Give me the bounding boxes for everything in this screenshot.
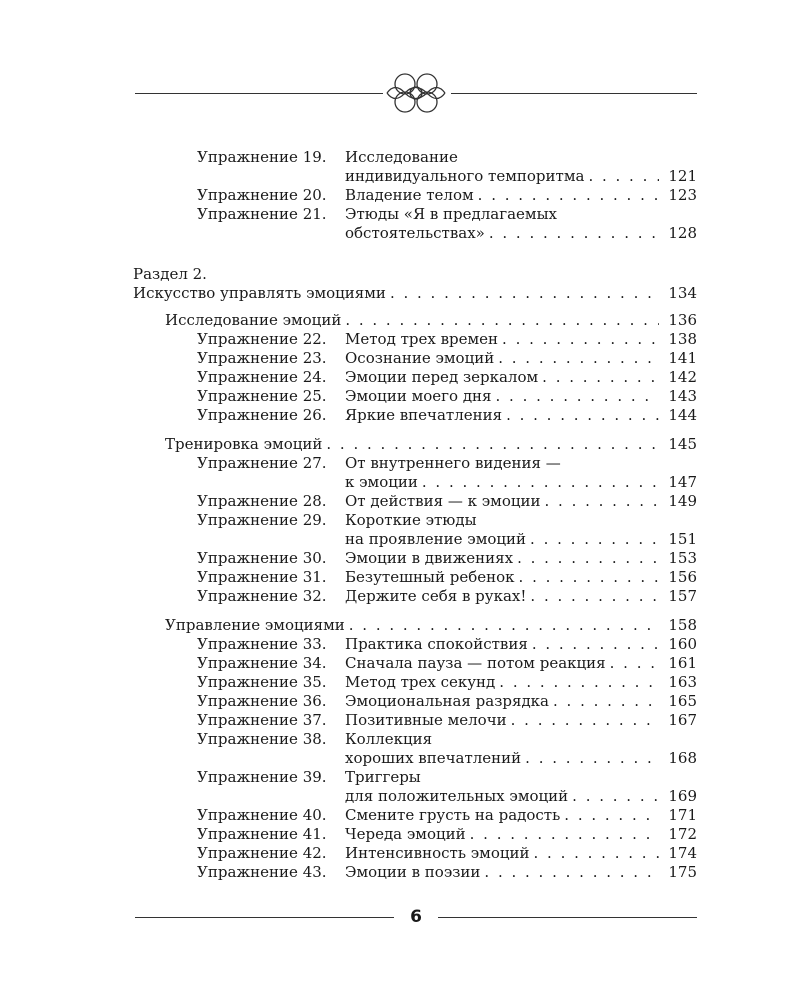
toc-exercise-line	[133, 167, 697, 186]
exercise-page-number: 165	[668, 692, 697, 710]
exercise-label: Упражнение 19.	[197, 148, 327, 166]
exercise-page-number: 144	[668, 406, 697, 424]
exercise-text-wrap	[345, 186, 697, 205]
exercise-title: Яркие впечатления	[345, 406, 503, 424]
exercise-title: Эмоции моего дня	[345, 387, 492, 405]
toc-exercise-line	[133, 806, 697, 825]
dot-leader	[511, 711, 659, 730]
toc-exercise	[133, 387, 697, 406]
exercise-title: От внутреннего видения —	[345, 454, 561, 472]
exercise-text-wrap	[345, 205, 697, 224]
section-label: Раздел 2.	[133, 265, 207, 283]
exercise-text-wrap	[345, 224, 697, 243]
dot-leader	[517, 549, 659, 568]
exercise-page-number: 151	[668, 530, 697, 548]
exercise-label: Упражнение 33.	[197, 635, 327, 653]
exercise-text-wrap	[345, 148, 697, 167]
dot-leader	[525, 749, 659, 768]
dot-leader	[588, 167, 659, 186]
exercise-label: Упражнение 38.	[197, 730, 327, 748]
exercise-text-wrap	[345, 492, 697, 511]
section-title-text: Искусство управлять эмоциями	[133, 284, 386, 302]
dot-leader	[499, 673, 659, 692]
exercise-text-wrap	[345, 530, 697, 549]
exercise-text-wrap	[345, 349, 697, 368]
exercise-text-wrap	[345, 825, 697, 844]
exercise-label: Упражнение 30.	[197, 549, 327, 567]
exercise-title: Эмоции в поэзии	[345, 863, 481, 881]
exercise-text-wrap	[345, 568, 697, 587]
exercise-title: к эмоции	[345, 473, 418, 491]
toc-exercise-line	[133, 568, 697, 587]
exercise-text-wrap	[345, 473, 697, 492]
dot-leader	[390, 284, 659, 303]
toc-exercise	[133, 768, 697, 806]
toc-exercise-line	[133, 387, 697, 406]
exercise-title: Держите себя в руках!	[345, 587, 527, 605]
exercise-text-wrap	[345, 692, 697, 711]
page-number: 6	[410, 907, 422, 927]
toc-exercise-line	[133, 749, 697, 768]
subsection-page-number: 136	[668, 311, 697, 329]
exercise-title: для положительных эмоций	[345, 787, 569, 805]
exercise-label: Упражнение 43.	[197, 863, 327, 881]
exercise-page-number: 172	[668, 825, 697, 843]
dot-leader	[345, 311, 659, 330]
toc-exercise	[133, 511, 697, 549]
toc-exercise	[133, 730, 697, 768]
exercise-page-number: 149	[668, 492, 697, 510]
toc-exercise-line	[133, 511, 697, 530]
dot-leader	[534, 844, 660, 863]
toc-exercise-line	[133, 730, 697, 749]
toc-exercise	[133, 205, 697, 243]
exercise-page-number: 128	[668, 224, 697, 242]
exercise-label: Упражнение 22.	[197, 330, 327, 348]
exercise-title: Интенсивность эмоций	[345, 844, 530, 862]
toc-exercise-line	[133, 473, 697, 492]
toc-exercise	[133, 635, 697, 654]
toc-exercise	[133, 825, 697, 844]
dot-leader	[564, 806, 659, 825]
toc-exercise-line	[133, 844, 697, 863]
exercise-page-number: 174	[668, 844, 697, 862]
exercise-page-number: 141	[668, 349, 697, 367]
exercise-label: Упражнение 32.	[197, 587, 327, 605]
exercise-text-wrap	[345, 387, 697, 406]
section-heading	[133, 284, 697, 303]
subsection-text-wrap	[165, 435, 697, 454]
toc-exercise	[133, 587, 697, 606]
dot-leader	[530, 530, 659, 549]
toc-exercise	[133, 330, 697, 349]
dot-leader	[610, 654, 659, 673]
exercise-label: Упражнение 28.	[197, 492, 327, 510]
exercise-label: Упражнение 23.	[197, 349, 327, 367]
exercise-title: индивидуального темпоритма	[345, 167, 585, 185]
toc-exercise-line	[133, 692, 697, 711]
exercise-title: Метод трех времен	[345, 330, 499, 348]
toc-exercise-line	[133, 825, 697, 844]
exercise-label: Упражнение 21.	[197, 205, 327, 223]
exercise-title: Сначала пауза — потом реакция	[345, 654, 606, 672]
toc-exercise	[133, 692, 697, 711]
subsection-text-wrap	[165, 616, 697, 635]
exercise-text-wrap	[345, 587, 697, 606]
exercise-page-number: 171	[668, 806, 697, 824]
exercise-text-wrap	[345, 673, 697, 692]
exercise-text-wrap	[345, 635, 697, 654]
exercise-text-wrap	[345, 711, 697, 730]
exercise-label: Упражнение 20.	[197, 186, 327, 204]
subsection-title: Управление эмоциями	[165, 616, 345, 634]
exercise-text-wrap	[345, 406, 697, 425]
dot-leader	[519, 568, 659, 587]
toc-exercise	[133, 349, 697, 368]
toc-exercise	[133, 863, 697, 882]
exercise-label: Упражнение 25.	[197, 387, 327, 405]
exercise-title: Эмоции в движениях	[345, 549, 514, 567]
toc-exercise-line	[133, 711, 697, 730]
toc-exercise-line	[133, 186, 697, 205]
exercise-title: Осознание эмоций	[345, 349, 495, 367]
dot-leader	[506, 406, 659, 425]
exercise-text-wrap	[345, 844, 697, 863]
toc-exercise	[133, 673, 697, 692]
exercise-page-number: 161	[668, 654, 697, 672]
header-rule-right	[451, 93, 697, 94]
toc-exercise	[133, 492, 697, 511]
dot-leader	[422, 473, 659, 492]
exercise-title: обстоятельствах»	[345, 224, 485, 242]
exercise-title: на проявление эмоций	[345, 530, 527, 548]
exercise-page-number: 147	[668, 473, 697, 491]
toc-exercise-line	[133, 454, 697, 473]
exercise-text-wrap	[345, 863, 697, 882]
dot-leader	[502, 330, 659, 349]
exercise-text-wrap	[345, 749, 697, 768]
subsection-title: Тренировка эмоций	[165, 435, 323, 453]
toc-exercise	[133, 654, 697, 673]
knot-ornament-icon	[383, 70, 449, 116]
dot-leader	[470, 825, 659, 844]
dot-leader	[532, 635, 659, 654]
dot-leader	[572, 787, 659, 806]
dot-leader	[349, 616, 659, 635]
exercise-label: Упражнение 37.	[197, 711, 327, 729]
toc-exercise	[133, 454, 697, 492]
toc-exercise	[133, 711, 697, 730]
exercise-title: Практика спокойствия	[345, 635, 528, 653]
toc-exercise-line	[133, 768, 697, 787]
exercise-label: Упражнение 39.	[197, 768, 327, 786]
dot-leader	[496, 387, 659, 406]
toc-exercise-line	[133, 549, 697, 568]
dot-leader	[478, 186, 659, 205]
exercise-page-number: 123	[668, 186, 697, 204]
exercise-page-number: 138	[668, 330, 697, 348]
subsection-heading	[133, 616, 697, 635]
toc-exercise-line	[133, 492, 697, 511]
toc-exercise-line	[133, 635, 697, 654]
toc-exercise	[133, 844, 697, 863]
dot-leader	[489, 224, 659, 243]
subsection-title: Исследование эмоций	[165, 311, 342, 329]
exercise-page-number: 153	[668, 549, 697, 567]
exercise-text-wrap	[345, 806, 697, 825]
exercise-label: Упражнение 35.	[197, 673, 327, 691]
footer-rule-left	[135, 917, 394, 918]
toc-exercise-line	[133, 587, 697, 606]
toc-exercise-line	[133, 224, 697, 243]
dot-leader	[545, 492, 660, 511]
toc-exercise	[133, 406, 697, 425]
exercise-label: Упражнение 36.	[197, 692, 327, 710]
exercise-title: хороших впечатлений	[345, 749, 522, 767]
exercise-label: Упражнение 26.	[197, 406, 327, 424]
exercise-text-wrap	[345, 654, 697, 673]
exercise-text-wrap	[345, 549, 697, 568]
exercise-title: Эмоции перед зеркалом	[345, 368, 539, 386]
exercise-title: Безутешный ребенок	[345, 568, 515, 586]
dot-leader	[498, 349, 659, 368]
toc-exercise-line	[133, 654, 697, 673]
subsection-page-number: 145	[668, 435, 697, 453]
exercise-label: Упражнение 40.	[197, 806, 327, 824]
subsection-heading	[133, 311, 697, 330]
toc-exercise	[133, 549, 697, 568]
page-footer	[135, 904, 697, 930]
exercise-title: Позитивные мелочи	[345, 711, 507, 729]
exercise-text-wrap	[345, 768, 697, 787]
exercise-title: Исследование	[345, 148, 458, 166]
exercise-page-number: 157	[668, 587, 697, 605]
exercise-page-number: 142	[668, 368, 697, 386]
exercise-title: От действия — к эмоции	[345, 492, 541, 510]
toc-exercise	[133, 806, 697, 825]
toc-exercise-line	[133, 368, 697, 387]
exercise-page-number: 163	[668, 673, 697, 691]
toc-exercise	[133, 186, 697, 205]
exercise-text-wrap	[345, 167, 697, 186]
toc-exercise-line	[133, 406, 697, 425]
exercise-label: Упражнение 27.	[197, 454, 327, 472]
table-of-contents	[133, 148, 697, 882]
exercise-label: Упражнение 31.	[197, 568, 327, 586]
exercise-label: Упражнение 24.	[197, 368, 327, 386]
exercise-title: Метод трех секунд	[345, 673, 496, 691]
toc-exercise-line	[133, 673, 697, 692]
exercise-text-wrap	[345, 787, 697, 806]
exercise-page-number: 175	[668, 863, 697, 881]
toc-exercise-line	[133, 530, 697, 549]
exercise-page-number: 167	[668, 711, 697, 729]
exercise-title: Смените грусть на радость	[345, 806, 561, 824]
exercise-title: Череда эмоций	[345, 825, 466, 843]
exercise-label: Упражнение 29.	[197, 511, 327, 529]
toc-exercise-line	[133, 205, 697, 224]
exercise-page-number: 156	[668, 568, 697, 586]
toc-exercise-line	[133, 787, 697, 806]
exercise-label: Упражнение 41.	[197, 825, 327, 843]
exercise-text-wrap	[345, 368, 697, 387]
exercise-title: Коллекция	[345, 730, 433, 748]
section-page-number: 134	[668, 284, 697, 302]
exercise-label: Упражнение 34.	[197, 654, 327, 672]
toc-exercise	[133, 368, 697, 387]
exercise-title: Короткие этюды	[345, 511, 477, 529]
exercise-page-number: 121	[668, 167, 697, 185]
exercise-page-number: 160	[668, 635, 697, 653]
exercise-title: Триггеры	[345, 768, 421, 786]
toc-exercise-line	[133, 863, 697, 882]
footer-rule-right	[438, 917, 697, 918]
header-ornament	[135, 70, 697, 116]
exercise-page-number: 168	[668, 749, 697, 767]
toc-exercise	[133, 148, 697, 186]
dot-leader	[326, 435, 659, 454]
exercise-title: Владение телом	[345, 186, 474, 204]
dot-leader	[484, 863, 659, 882]
toc-exercise	[133, 568, 697, 587]
exercise-title: Эмоциональная разрядка	[345, 692, 550, 710]
subsection-heading	[133, 435, 697, 454]
exercise-page-number: 143	[668, 387, 697, 405]
exercise-label: Упражнение 42.	[197, 844, 327, 862]
toc-exercise-line	[133, 349, 697, 368]
exercise-title: Этюды «Я в предлагаемых	[345, 205, 557, 223]
exercise-text-wrap	[345, 730, 697, 749]
subsection-page-number: 158	[668, 616, 697, 634]
dot-leader	[542, 368, 659, 387]
toc-exercise-line	[133, 330, 697, 349]
dot-leader	[553, 692, 659, 711]
header-rule-left	[135, 93, 383, 94]
toc-exercise-line	[133, 148, 697, 167]
exercise-text-wrap	[345, 330, 697, 349]
exercise-text-wrap	[345, 511, 697, 530]
subsection-text-wrap	[165, 311, 697, 330]
exercise-text-wrap	[345, 454, 697, 473]
exercise-page-number: 169	[668, 787, 697, 805]
dot-leader	[530, 587, 659, 606]
